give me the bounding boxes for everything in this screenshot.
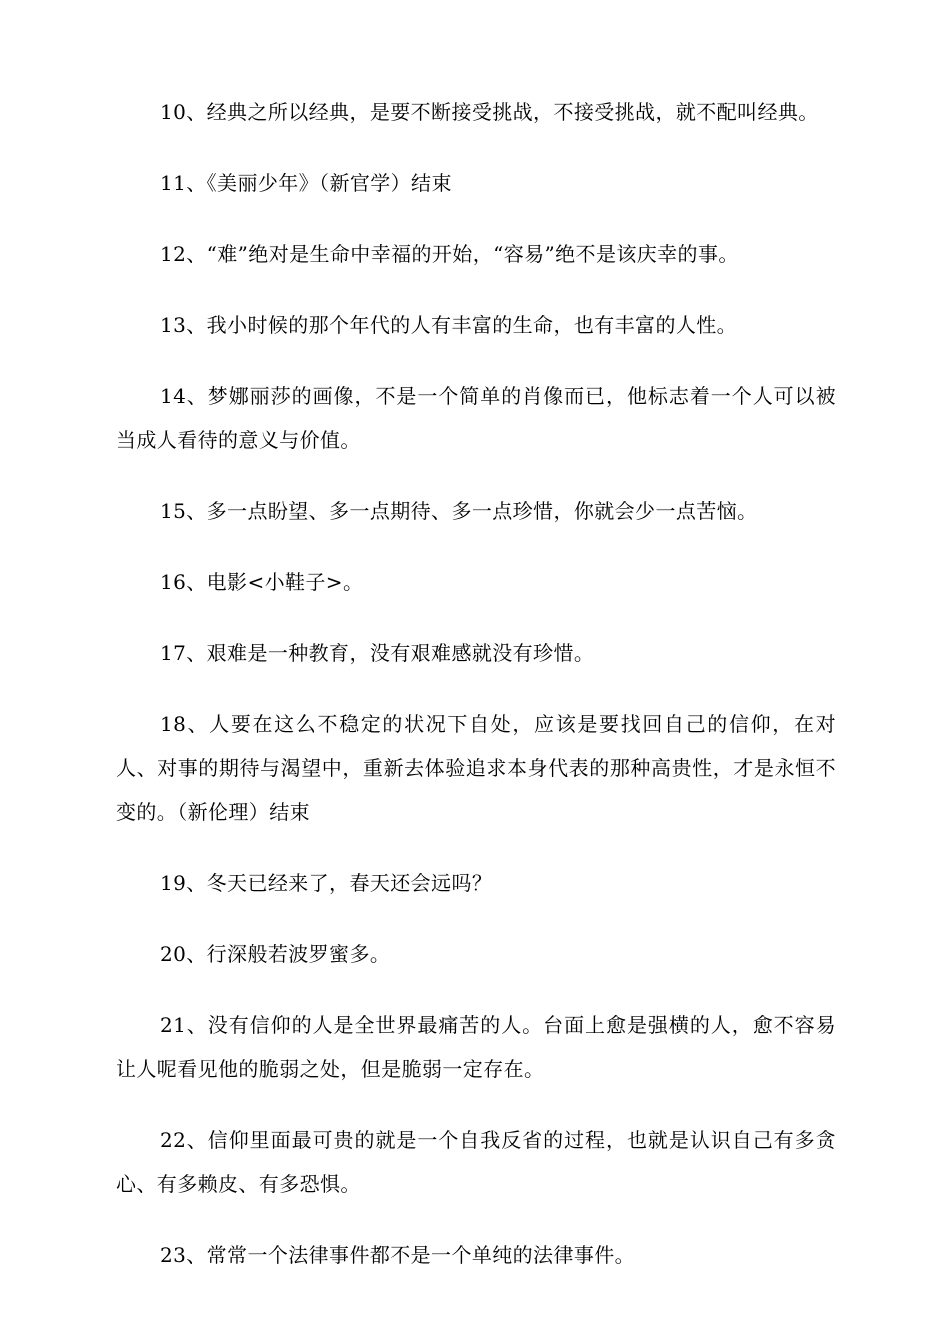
paragraph-19: 19、冬天已经来了，春天还会远吗？	[160, 871, 493, 895]
paragraph-12: 12、“难”绝对是生命中幸福的开始，“容易”绝不是该庆幸的事。	[160, 242, 739, 266]
paragraph-22: 22、信仰里面最可贵的就是一个自我反省的过程，也就是认识自己有多贪心、有多赖皮、有多恐惧。	[116, 1128, 836, 1196]
paragraph-16: 16、电影<小鞋子>。	[160, 570, 364, 594]
paragraph-23: 23、常常一个法律事件都不是一个单纯的法律事件。	[160, 1243, 636, 1267]
paragraph-10: 10、经典之所以经典，是要不断接受挑战，不接受挑战，就不配叫经典。	[160, 100, 819, 124]
paragraph-21: 21、没有信仰的人是全世界最痛苦的人。台面上愈是强横的人，愈不容易让人呢看见他的脆弱之处，但是脆弱一定存在。	[116, 1013, 836, 1081]
paragraph-11: 11、《美丽少年》（新官学）结束	[160, 171, 452, 195]
paragraph-13: 13、我小时候的那个年代的人有丰富的生命，也有丰富的人性。	[160, 313, 738, 337]
paragraph-15: 15、多一点盼望、多一点期待、多一点珍惜，你就会少一点苦恼。	[160, 499, 758, 523]
paragraph-20: 20、行深般若波罗蜜多。	[160, 942, 391, 966]
paragraph-17: 17、艰难是一种教育，没有艰难感就没有珍惜。	[160, 641, 595, 665]
document-body	[116, 90, 836, 1304]
paragraph-18: 18、人要在这么不稳定的状况下自处，应该是要找回自己的信仰，在对人、对事的期待与渴望中，重新去体验追求本身代表的那种高贵性，才是永恒不变的。（新伦理）结束	[116, 712, 836, 824]
paragraph-14: 14、梦娜丽莎的画像，不是一个简单的肖像而已，他标志着一个人可以被当成人看待的意义与价值。	[116, 384, 836, 452]
